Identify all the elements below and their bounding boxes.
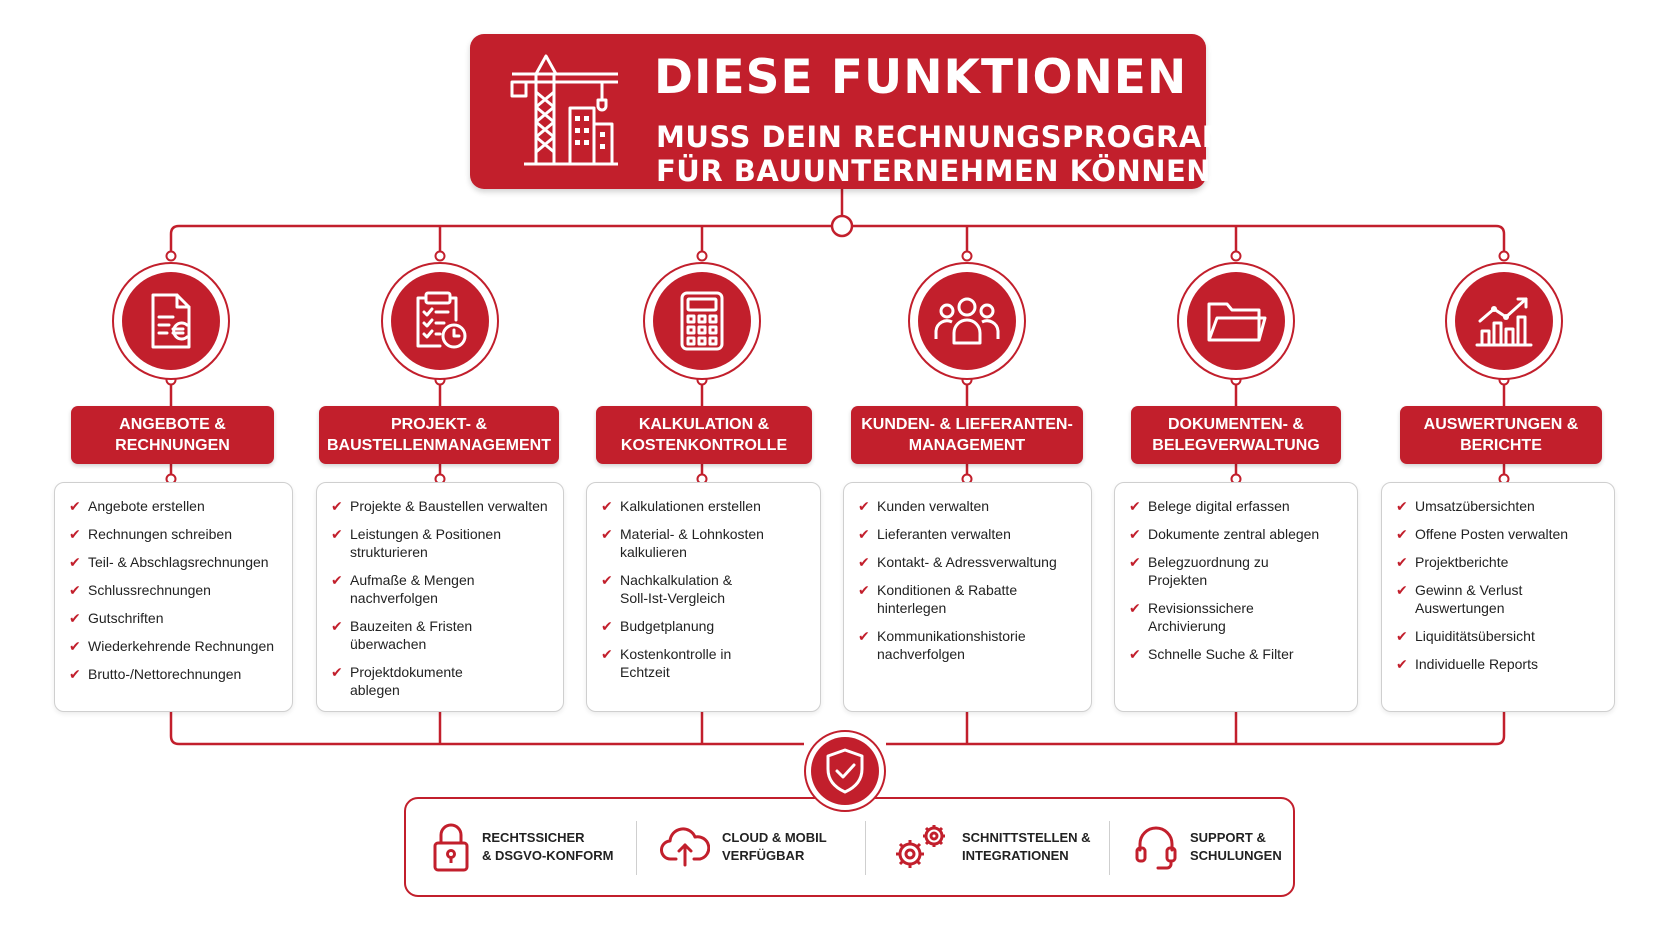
feature-list-item (1396, 553, 1606, 571)
bottom-features-box (404, 797, 1295, 897)
feature-card-angebote (54, 482, 293, 712)
category-title-line-1: AUSWERTUNGEN & (1423, 416, 1579, 433)
feature-item-text: Brutto-/Nettorechnungen (88, 666, 242, 682)
feature-list-item (69, 497, 284, 515)
feature-list-item (601, 645, 812, 681)
checkmark-icon: ✔ (601, 572, 613, 588)
feature-item-text: Bauzeiten & Fristen (350, 618, 473, 634)
category-circle-projekt (381, 262, 499, 380)
feature-list-item (1396, 655, 1606, 673)
feature-card-dokumente (1114, 482, 1358, 712)
checkmark-icon: ✔ (1129, 554, 1141, 570)
checkmark-icon: ✔ (1129, 498, 1141, 514)
feature-item-text: Angebote erstellen (88, 498, 205, 514)
feature-list (1129, 497, 1349, 663)
feature-list-item (331, 571, 555, 607)
feature-item-text: hinterlegen (877, 600, 947, 616)
feature-list (331, 497, 555, 699)
checkmark-icon: ✔ (331, 526, 343, 542)
shield-check-icon (823, 747, 867, 795)
gears-icon (890, 820, 950, 874)
checkmark-icon: ✔ (858, 554, 870, 570)
title-line-1: DIESE FUNKTIONEN (654, 50, 1188, 105)
feature-item-text: Offene Posten verwalten (1415, 526, 1569, 542)
feature-list-item (1129, 497, 1349, 515)
feature-item-text: Projekte & Baustellen verwalten (350, 498, 548, 514)
feature-card-kalkulation (586, 482, 821, 712)
category-label-kalkulation (596, 406, 812, 464)
category-title-line-2: MANAGEMENT (908, 437, 1026, 454)
checkmark-icon: ✔ (331, 618, 343, 634)
feature-list-item (601, 497, 812, 515)
feature-list-item (1396, 627, 1606, 645)
checkmark-icon: ✔ (1396, 498, 1408, 514)
header-banner (470, 34, 1261, 189)
checkmark-icon: ✔ (1396, 656, 1408, 672)
feature-item-text: strukturieren (350, 544, 428, 560)
checkmark-icon: ✔ (69, 610, 81, 626)
feature-item-text: Nachkalkulation & (620, 572, 733, 588)
feature-item-text: Kontakt- & Adressverwaltung (877, 554, 1057, 570)
feature-list-item (69, 525, 284, 543)
shield-badge (804, 730, 886, 812)
category-title-line-2: BELEGVERWALTUNG (1152, 437, 1320, 454)
feature-item-text: Konditionen & Rabatte (877, 582, 1018, 598)
feature-list (601, 497, 812, 681)
category-label-dokumente (1131, 406, 1341, 464)
feature-list-item (69, 665, 284, 683)
checkmark-icon: ✔ (858, 526, 870, 542)
feature-list-item (69, 581, 284, 599)
checkmark-icon: ✔ (69, 498, 81, 514)
checkmark-icon: ✔ (1129, 600, 1141, 616)
feature-list-item (69, 609, 284, 627)
feature-item-text: Umsatzübersichten (1415, 498, 1535, 514)
checkmark-icon: ✔ (1129, 646, 1141, 662)
feature-list-item (858, 627, 1083, 663)
checkmark-icon: ✔ (601, 526, 613, 542)
checkmark-icon: ✔ (1396, 628, 1408, 644)
checkmark-icon: ✔ (601, 498, 613, 514)
feature-item-text: Belegzuordnung zu (1148, 554, 1269, 570)
feature-list-item (69, 637, 284, 655)
feature-divider (1109, 821, 1110, 875)
checkmark-icon: ✔ (331, 664, 343, 680)
feature-item-text: Wiederkehrende Rechnungen (88, 638, 275, 654)
feature-item-text: Belege digital erfassen (1148, 498, 1290, 514)
padlock-icon (432, 821, 470, 873)
feature-item-text: Schlussrechnungen (88, 582, 211, 598)
clipboard-checklist-clock-icon (410, 290, 470, 352)
feature-item-text: nachverfolgen (350, 590, 438, 606)
checkmark-icon: ✔ (69, 638, 81, 654)
feature-list-item (858, 525, 1083, 543)
feature-list-item (1396, 525, 1606, 543)
feature-item-text: überwachen (350, 636, 427, 652)
feature-list (69, 497, 284, 683)
feature-list-item (331, 497, 555, 515)
category-label-projekt (319, 406, 559, 464)
feature-list-item (331, 663, 555, 699)
invoice-euro-icon (143, 291, 199, 351)
feature-label-line-2: SCHULUNGEN (1190, 848, 1282, 863)
feature-item-text: Schnelle Suche & Filter (1148, 646, 1294, 662)
checkmark-icon: ✔ (601, 646, 613, 662)
feature-item-text: Gutschriften (88, 610, 164, 626)
bar-chart-trend-icon (1474, 293, 1534, 349)
feature-item-text: Rechnungen schreiben (88, 526, 232, 542)
feature-item-text: nachverfolgen (877, 646, 965, 662)
feature-item-text: Aufmaße & Mengen (350, 572, 475, 588)
feature-item-text: Archivierung (1148, 618, 1226, 634)
feature-card-kunden (843, 482, 1092, 712)
category-title-line-1: PROJEKT- & (390, 416, 487, 433)
feature-item-text: Liquiditätsübersicht (1415, 628, 1535, 644)
feature-item-text: Auswertungen (1415, 600, 1505, 616)
category-title-line-2: KOSTENKONTROLLE (620, 437, 788, 454)
feature-item-text: Gewinn & Verlust (1415, 582, 1523, 598)
feature-item-text: Individuelle Reports (1415, 656, 1538, 672)
category-label-angebote (71, 406, 274, 464)
checkmark-icon: ✔ (858, 582, 870, 598)
feature-rechtssicher (432, 799, 613, 895)
checkmark-icon: ✔ (69, 582, 81, 598)
title-line-3: FÜR BAUUNTERNEHMEN KÖNNEN (656, 154, 1212, 188)
feature-item-text: kalkulieren (620, 544, 687, 560)
category-circle-angebote (112, 262, 230, 380)
feature-list-item (601, 571, 812, 607)
feature-item-text: Kommunikationshistorie (877, 628, 1026, 644)
feature-item-text: Leistungen & Positionen (350, 526, 501, 542)
feature-list-item (1129, 645, 1349, 663)
feature-divider (636, 821, 637, 875)
feature-label-line-2: & DSGVO-KONFORM (482, 848, 614, 863)
feature-list-item (858, 581, 1083, 617)
feature-list-item (1129, 553, 1349, 589)
checkmark-icon: ✔ (858, 498, 870, 514)
checkmark-icon: ✔ (69, 554, 81, 570)
feature-list-item (1129, 599, 1349, 635)
feature-list-item (1396, 581, 1606, 617)
feature-list (858, 497, 1083, 663)
checkmark-icon: ✔ (69, 526, 81, 542)
category-title-line-2: RECHNUNGEN (115, 437, 230, 454)
folder-icon (1205, 296, 1267, 346)
feature-divider (865, 821, 866, 875)
feature-list-item (331, 525, 555, 561)
title-line-2: MUSS DEIN RECHNUNGSPROGRAMM (656, 120, 1261, 154)
feature-list-item (1129, 525, 1349, 543)
feature-label-line-1: RECHTSSICHER (482, 830, 585, 845)
feature-item-text: Teil- & Abschlagsrechnungen (88, 554, 269, 570)
category-title-line-1: KUNDEN- & LIEFERANTEN- (861, 416, 1073, 433)
feature-item-text: Kunden verwalten (877, 498, 990, 514)
feature-item-text: ablegen (350, 682, 400, 698)
feature-item-text: Projektberichte (1415, 554, 1509, 570)
feature-cloud (660, 799, 827, 895)
construction-crane-icon (506, 52, 626, 170)
feature-item-text: Kalkulationen erstellen (620, 498, 761, 514)
feature-card-auswertungen (1381, 482, 1615, 712)
category-label-kunden (851, 406, 1083, 464)
feature-card-projekt (316, 482, 564, 712)
checkmark-icon: ✔ (858, 628, 870, 644)
feature-item-text: Projektdokumente (350, 664, 463, 680)
headset-icon (1134, 824, 1178, 870)
category-title-line-1: ANGEBOTE & (119, 416, 226, 433)
feature-list-item (858, 497, 1083, 515)
feature-list-item (1396, 497, 1606, 515)
category-circle-auswertungen (1445, 262, 1563, 380)
checkmark-icon: ✔ (601, 618, 613, 634)
category-title-line-1: KALKULATION & (638, 416, 770, 433)
feature-item-text: Budgetplanung (620, 618, 715, 634)
category-title-line-2: BAUSTELLENMANAGEMENT (327, 437, 551, 454)
feature-item-text: Dokumente zentral ablegen (1148, 526, 1320, 542)
category-title-line-2: BERICHTE (1460, 437, 1542, 454)
checkmark-icon: ✔ (1129, 526, 1141, 542)
feature-label-line-2: INTEGRATIONEN (962, 848, 1069, 863)
checkmark-icon: ✔ (1396, 582, 1408, 598)
category-title-line-1: DOKUMENTEN- & (1167, 416, 1304, 433)
feature-item-text: Material- & Lohnkosten (620, 526, 764, 542)
checkmark-icon: ✔ (69, 666, 81, 682)
feature-list-item (858, 553, 1083, 571)
feature-list-item (601, 617, 812, 635)
checkmark-icon: ✔ (331, 572, 343, 588)
checkmark-icon: ✔ (331, 498, 343, 514)
feature-list-item (601, 525, 812, 561)
feature-list-item (69, 553, 284, 571)
category-circle-kalkulation (643, 262, 761, 380)
feature-item-text: Revisionssichere (1148, 600, 1254, 616)
category-label-auswertungen (1400, 406, 1602, 464)
checkmark-icon: ✔ (1396, 526, 1408, 542)
feature-item-text: Lieferanten verwalten (877, 526, 1011, 542)
category-circle-dokumente (1177, 262, 1295, 380)
feature-label-line-1: CLOUD & MOBIL (722, 830, 827, 845)
people-group-icon (932, 295, 1002, 347)
feature-schnittstellen (890, 799, 1091, 895)
feature-item-text: Kostenkontrolle in (620, 646, 732, 662)
feature-label-line-1: SUPPORT & (1190, 830, 1266, 845)
feature-list (1396, 497, 1606, 673)
feature-item-text: Echtzeit (620, 664, 670, 680)
feature-item-text: Soll-Ist-Vergleich (620, 590, 726, 606)
category-circle-kunden (908, 262, 1026, 380)
feature-item-text: Projekten (1148, 572, 1208, 588)
cloud-upload-icon (660, 827, 710, 867)
feature-label-line-2: VERFÜGBAR (722, 848, 805, 863)
feature-support (1134, 799, 1282, 895)
checkmark-icon: ✔ (1396, 554, 1408, 570)
feature-list-item (331, 617, 555, 653)
calculator-icon (677, 290, 727, 352)
feature-label-line-1: SCHNITTSTELLEN & (962, 830, 1091, 845)
